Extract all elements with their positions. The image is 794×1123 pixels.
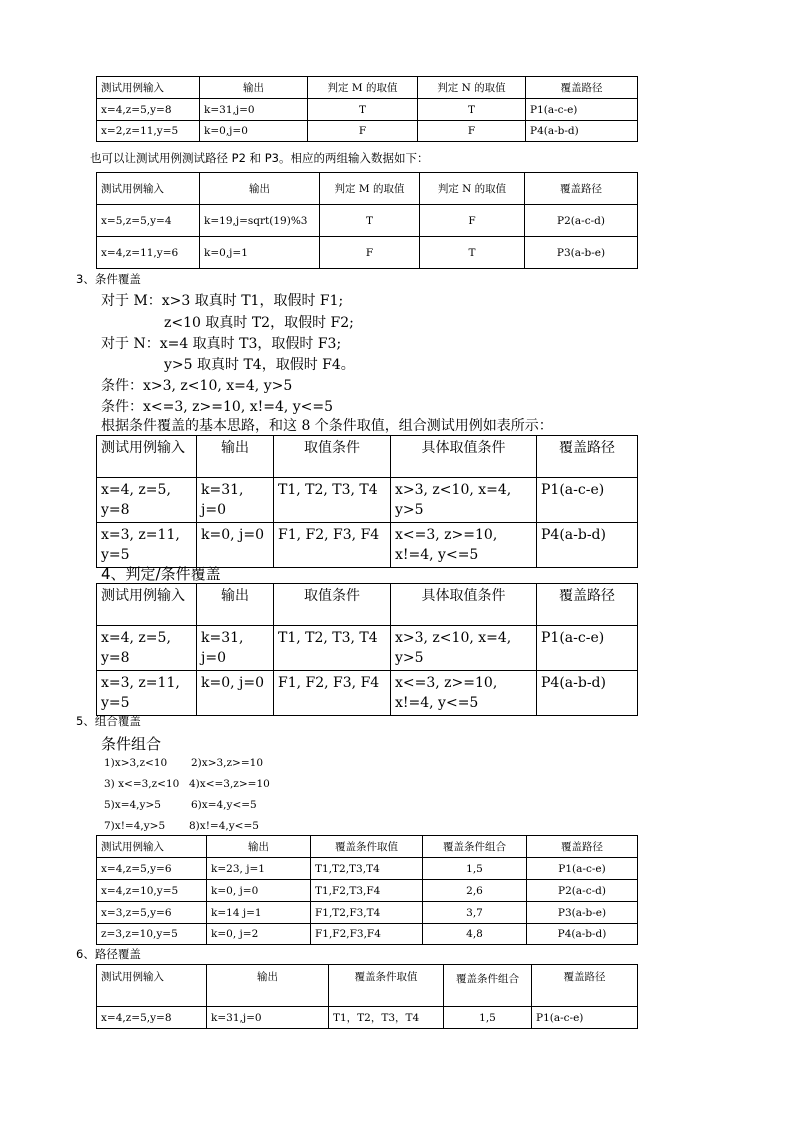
- table-row: [97, 880, 638, 902]
- table-cell: T1, T2, T3, T4: [274, 626, 391, 671]
- combination-coverage-table: [96, 835, 638, 945]
- table-cell: P4(a-b-d): [526, 121, 638, 142]
- header-cell: 覆盖路径: [526, 77, 638, 99]
- table-cell: k=0,j=1: [200, 237, 320, 269]
- table-row: [97, 671, 638, 716]
- condition-combo: 6)x=4,y<=5: [191, 799, 257, 811]
- table-cell: P1(a-c-e): [532, 1007, 638, 1029]
- table-cell: P1(a-c-e): [527, 858, 638, 880]
- section-line: 条件：x<=3, z>=10, x!=4, y<=5: [101, 399, 334, 415]
- table-cell: k=31, j=0: [197, 626, 274, 671]
- header-cell: 测试用例输入: [97, 965, 207, 1007]
- table-cell: k=31,j=0: [207, 1007, 329, 1029]
- table-cell: T1,F2,T3,F4: [311, 880, 423, 902]
- header-cell: 测试用例输入: [97, 173, 200, 205]
- header-cell: 覆盖路径: [537, 436, 638, 478]
- table-cell: k=0, j=0: [207, 880, 311, 902]
- table-row: [97, 523, 638, 568]
- table-cell: x=4,z=5,y=8: [97, 1007, 207, 1029]
- header-cell: 覆盖路径: [527, 836, 638, 858]
- table-cell: x=4,z=5,y=8: [97, 99, 200, 121]
- section-line: y>5 取真时 T4，取假时 F4。: [164, 357, 355, 373]
- header-cell: 输出: [200, 77, 308, 99]
- table-cell: F1,T2,F3,T4: [311, 902, 423, 924]
- header-cell: 覆盖路径: [537, 584, 638, 626]
- decision-condition-coverage-table: [96, 583, 638, 716]
- header-cell: 取值条件: [274, 436, 391, 478]
- table-row: [97, 478, 638, 523]
- table-cell: F: [308, 121, 418, 142]
- table-cell: x=4,z=5,y=6: [97, 858, 207, 880]
- header-cell: 覆盖路径: [525, 173, 638, 205]
- table-row: [97, 205, 638, 237]
- header-cell: 输出: [200, 173, 320, 205]
- table-cell: P3(a-b-e): [527, 902, 638, 924]
- header-cell: 测试用例输入: [97, 836, 207, 858]
- header-cell: 输出: [197, 436, 274, 478]
- section-line: 条件：x>3, z<10, x=4, y>5: [101, 378, 293, 394]
- table-cell: P4(a-b-d): [537, 671, 638, 716]
- table-cell: k=0, j=0: [197, 671, 274, 716]
- table-cell: P2(a-c-d): [527, 880, 638, 902]
- header-cell: 取值条件: [274, 584, 391, 626]
- table-cell: 4,8: [423, 924, 527, 945]
- table-cell: F: [320, 237, 420, 269]
- table-cell: T: [308, 99, 418, 121]
- table-row: [97, 924, 638, 945]
- table-row: [97, 902, 638, 924]
- table-row: [97, 237, 638, 269]
- table-row: [97, 121, 638, 142]
- section-line: z<10 取真时 T2，取假时 F2;: [164, 315, 354, 331]
- table-cell: F: [418, 121, 526, 142]
- table-cell: x>3, z<10, x=4, y>5: [391, 478, 537, 523]
- condition-combo: 8)x!=4,y<=5: [189, 820, 259, 832]
- table-cell: F: [420, 205, 525, 237]
- header-cell: 测试用例输入: [97, 77, 200, 99]
- table-cell: x=3, z=11, y=5: [97, 671, 197, 716]
- header-cell: 判定 N 的取值: [420, 173, 525, 205]
- condition-combo: 1)x>3,z<10: [104, 757, 168, 769]
- condition-combo: 2)x>3,z>=10: [191, 757, 264, 769]
- header-cell: 覆盖条件取值: [311, 836, 423, 858]
- section-heading: 4、判定/条件覆盖: [101, 565, 221, 583]
- section-subheading: 条件组合: [101, 735, 162, 753]
- header-cell: 覆盖路径: [532, 965, 638, 1007]
- header-cell: 测试用例输入: [97, 584, 197, 626]
- table-cell: T1, T2, T3, T4: [274, 478, 391, 523]
- table-cell: x=4, z=5, y=8: [97, 478, 197, 523]
- table-cell: 2,6: [423, 880, 527, 902]
- table-cell: k=31, j=0: [197, 478, 274, 523]
- table-header-row: [97, 965, 638, 1007]
- table-row: [97, 858, 638, 880]
- table-cell: 1,5: [444, 1007, 532, 1029]
- table-cell: x<=3, z>=10, x!=4, y<=5: [391, 523, 537, 568]
- table-cell: k=23, j=1: [207, 858, 311, 880]
- table-row: [97, 1007, 638, 1029]
- table-row: [97, 99, 638, 121]
- table-cell: F1, F2, F3, F4: [274, 671, 391, 716]
- condition-combo: 5)x=4,y>5: [104, 799, 161, 811]
- section-heading: 5、组合覆盖: [76, 714, 141, 728]
- table-cell: P1(a-c-e): [526, 99, 638, 121]
- table-cell: x=4,z=11,y=6: [97, 237, 200, 269]
- table-cell: P3(a-b-e): [525, 237, 638, 269]
- table-cell: T: [420, 237, 525, 269]
- header-cell: 覆盖条件组合: [423, 836, 527, 858]
- table-header-row: [97, 436, 638, 478]
- table-cell: x=4, z=5, y=8: [97, 626, 197, 671]
- condition-combo: 7)x!=4,y>5: [104, 820, 166, 832]
- header-cell: 具体取值条件: [391, 436, 537, 478]
- table-cell: F1, F2, F3, F4: [274, 523, 391, 568]
- table-row: [97, 626, 638, 671]
- section-line: 对于 M：x>3 取真时 T1，取假时 F1;: [101, 293, 344, 309]
- table-cell: P4(a-b-d): [527, 924, 638, 945]
- table-cell: 3,7: [423, 902, 527, 924]
- table-cell: T: [320, 205, 420, 237]
- note-text: 也可以让测试用例测试路径 P2 和 P3。相应的两组输入数据如下：: [90, 151, 429, 165]
- condition-combo: 3) x<=3,z<10: [104, 778, 180, 790]
- table-cell: P1(a-c-e): [537, 478, 638, 523]
- header-cell: 判定 M 的取值: [320, 173, 420, 205]
- table-cell: x>3, z<10, x=4, y>5: [391, 626, 537, 671]
- header-cell: 覆盖条件组合: [444, 965, 532, 1007]
- table-cell: k=0,j=0: [200, 121, 308, 142]
- table-cell: x=3, z=11, y=5: [97, 523, 197, 568]
- table-cell: P2(a-c-d): [525, 205, 638, 237]
- table-cell: P4(a-b-d): [537, 523, 638, 568]
- section-line: 根据条件覆盖的基本思路，和这 8 个条件取值，组合测试用例如表所示：: [101, 418, 553, 434]
- table-cell: x<=3, z>=10, x!=4, y<=5: [391, 671, 537, 716]
- table-cell: 1,5: [423, 858, 527, 880]
- table-cell: T1，T2，T3，T4: [329, 1007, 444, 1029]
- table-header-row: [97, 173, 638, 205]
- table-header-row: [97, 584, 638, 626]
- header-cell: 输出: [207, 836, 311, 858]
- table-cell: k=0, j=2: [207, 924, 311, 945]
- table-cell: k=19,j=sqrt(19)%3: [200, 205, 320, 237]
- table-cell: T: [418, 99, 526, 121]
- table-cell: k=14 j=1: [207, 902, 311, 924]
- table-cell: k=0, j=0: [197, 523, 274, 568]
- condition-combo: 4)x<=3,z>=10: [189, 778, 270, 790]
- condition-coverage-table: [96, 435, 638, 568]
- header-cell: 判定 M 的取值: [308, 77, 418, 99]
- header-cell: 覆盖条件取值: [329, 965, 444, 1007]
- table-header-row: [97, 836, 638, 858]
- table-cell: x=3,z=5,y=6: [97, 902, 207, 924]
- header-cell: 判定 N 的取值: [418, 77, 526, 99]
- section-line: 对于 N：x=4 取真时 T3，取假时 F3;: [101, 336, 342, 352]
- table-cell: x=4,z=10,y=5: [97, 880, 207, 902]
- header-cell: 测试用例输入: [97, 436, 197, 478]
- table-header-row: [97, 77, 638, 99]
- table-cell: F1,F2,F3,F4: [311, 924, 423, 945]
- path-coverage-table: [96, 76, 638, 142]
- table-cell: x=5,z=5,y=4: [97, 205, 200, 237]
- header-cell: 输出: [207, 965, 329, 1007]
- header-cell: 输出: [197, 584, 274, 626]
- table-cell: T1,T2,T3,T4: [311, 858, 423, 880]
- section-heading: 6、路径覆盖: [76, 947, 141, 961]
- table-cell: k=31,j=0: [200, 99, 308, 121]
- path-coverage-table-2: [96, 172, 638, 269]
- table-cell: P1(a-c-e): [537, 626, 638, 671]
- section-heading: 3、条件覆盖: [76, 272, 141, 286]
- table-cell: z=3,z=10,y=5: [97, 924, 207, 945]
- path-coverage-final-table: [96, 964, 638, 1029]
- header-cell: 具体取值条件: [391, 584, 537, 626]
- table-cell: x=2,z=11,y=5: [97, 121, 200, 142]
